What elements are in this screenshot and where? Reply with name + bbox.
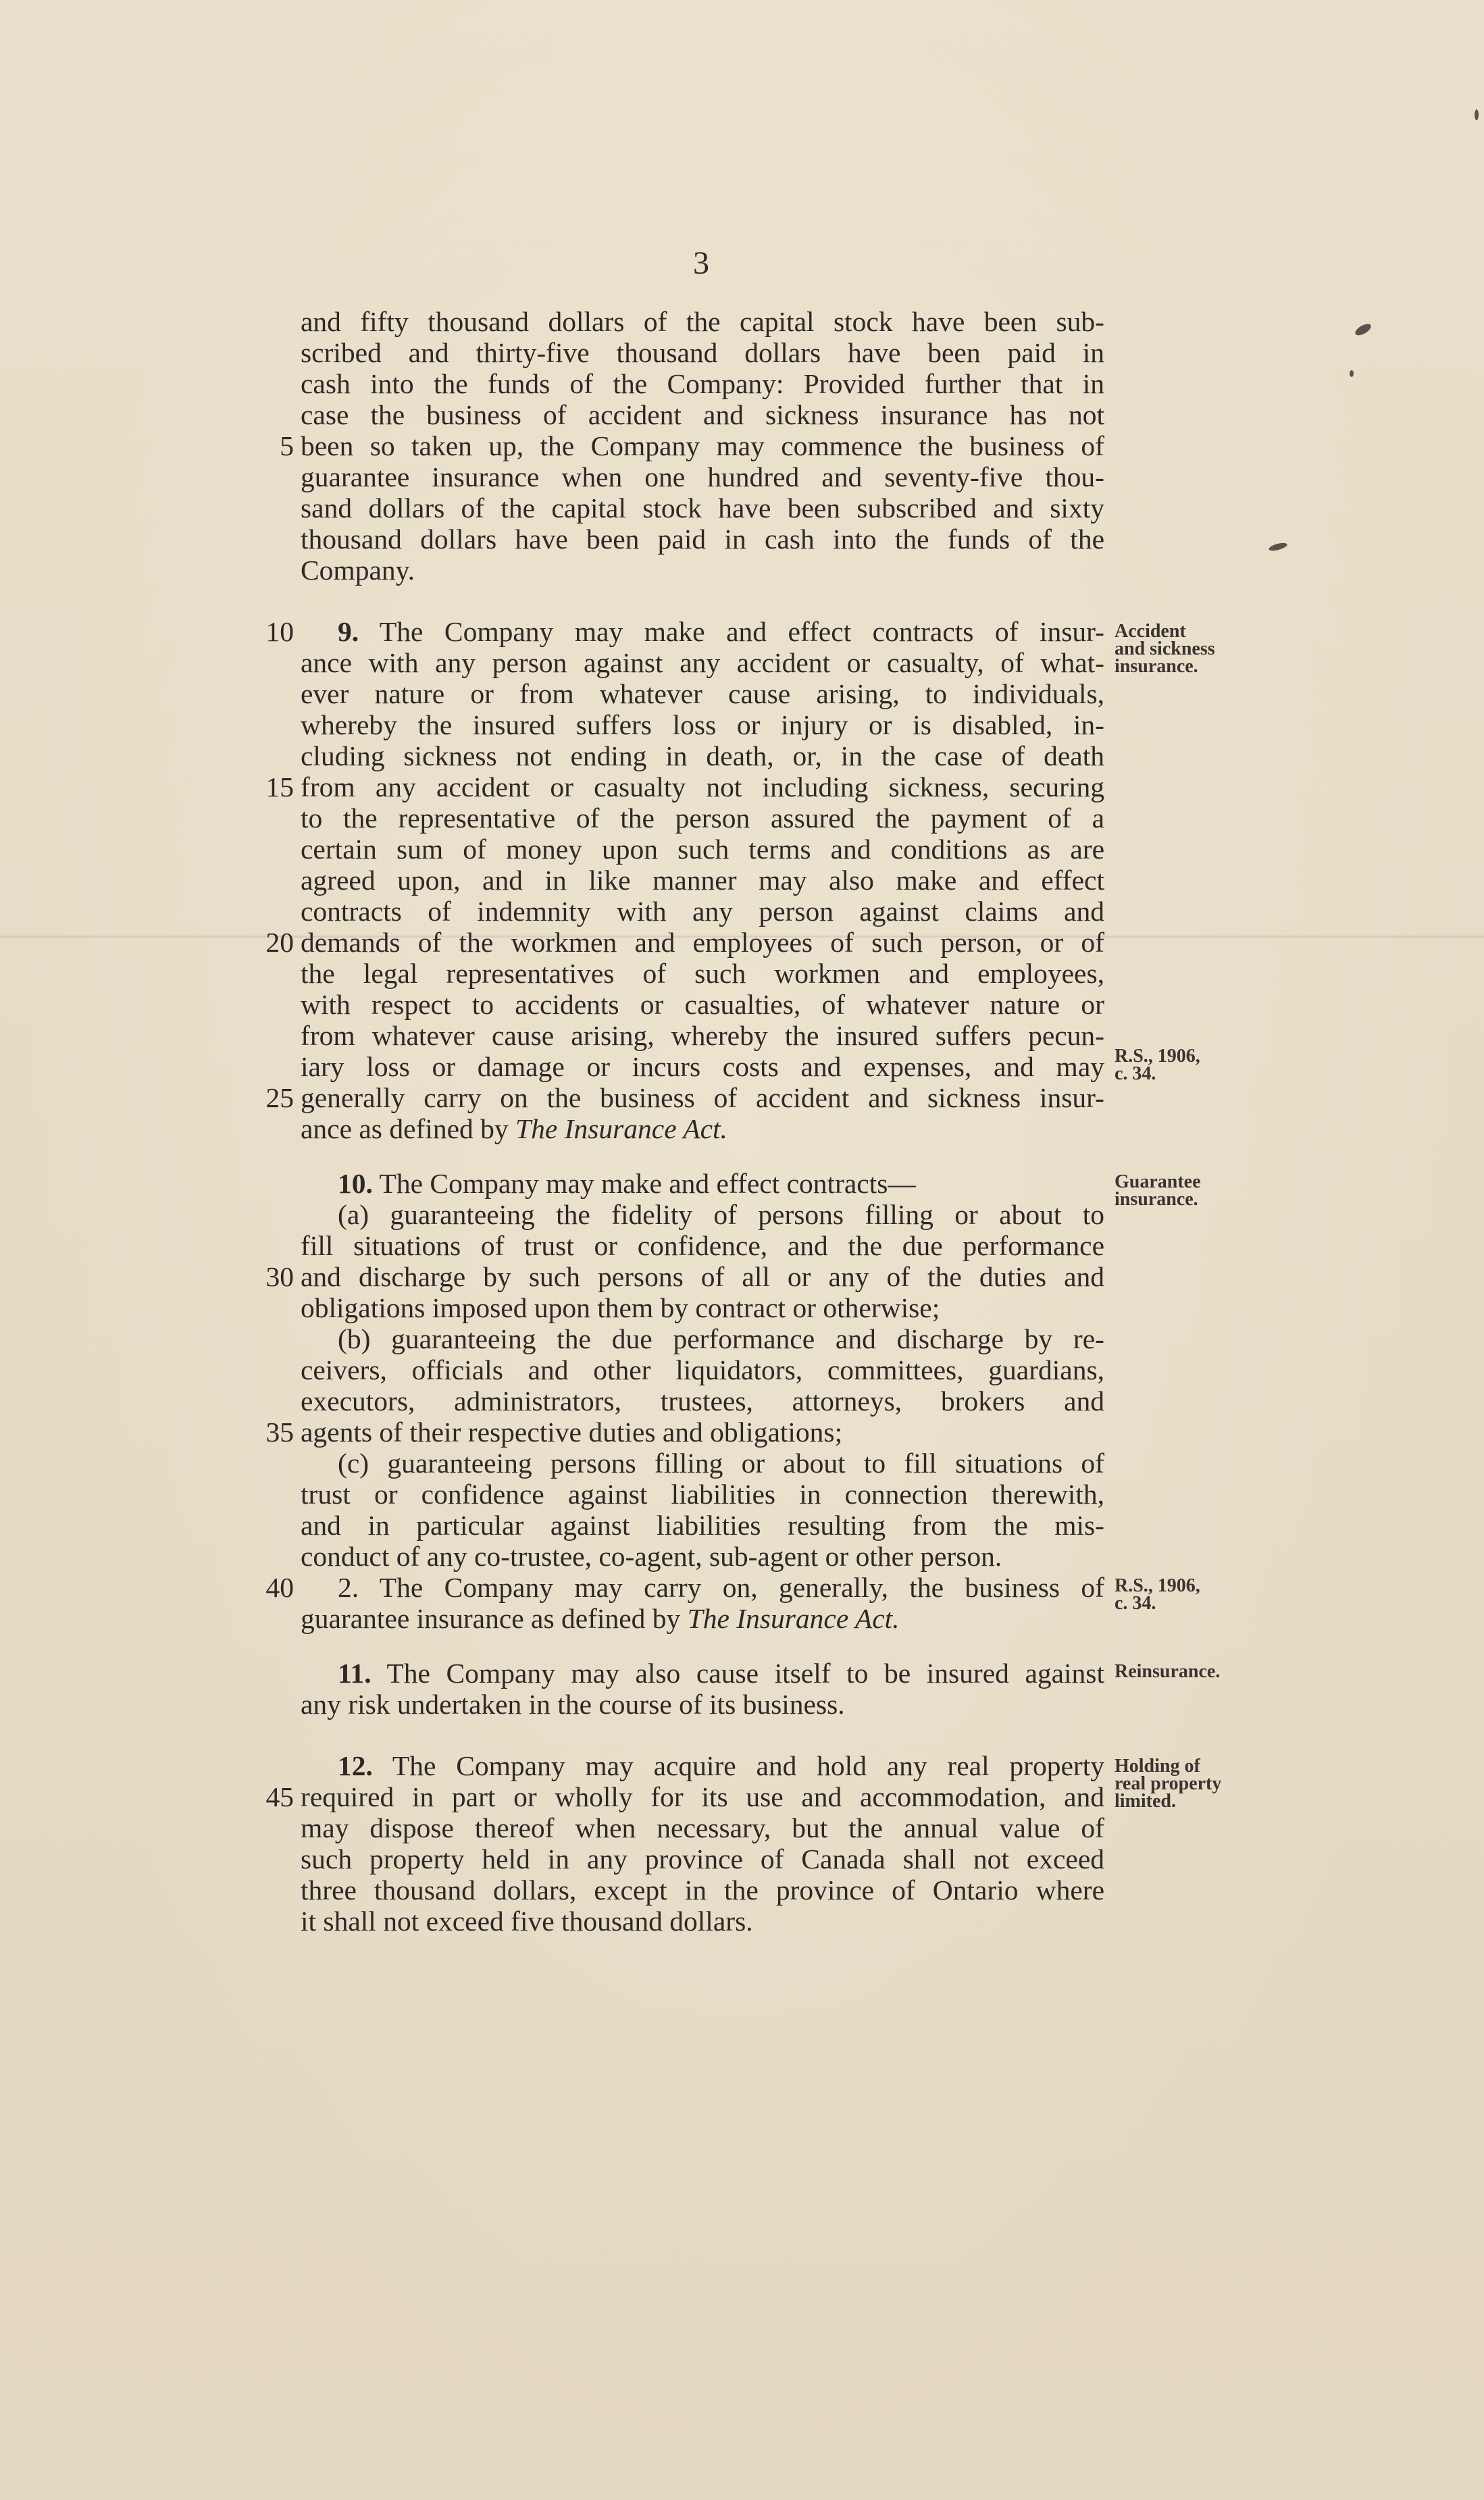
text-line — [301, 927, 1104, 958]
line-text: (b) guaranteeing the due performance and discharge by re- — [338, 1323, 1104, 1354]
line-text: scribed and thirty-five thousand dollars have been paid in — [301, 337, 1104, 368]
text-line — [301, 1843, 1104, 1874]
text-line — [301, 802, 1104, 834]
line-number: 15 — [265, 771, 294, 802]
line-text: it shall not exceed five thousand dollars. — [301, 1906, 753, 1937]
section-number: 10. — [338, 1168, 373, 1199]
text-line — [301, 1082, 1104, 1113]
text-line — [338, 1448, 1104, 1479]
marginal-note-line: and sickness — [1115, 638, 1215, 659]
text-line — [301, 1510, 1104, 1541]
line-text: thousand dollars have been paid in cash into the funds of the — [301, 524, 1104, 555]
ink-speck — [1268, 542, 1287, 553]
line-text: guarantee insurance as defined by — [301, 1603, 688, 1634]
marginal-note-line: Holding of — [1115, 1756, 1200, 1777]
line-text: the legal representatives of such workmen and employees, — [301, 958, 1104, 989]
line-text: and in particular against liabilities resulting from the mis- — [301, 1510, 1104, 1541]
text-line — [301, 524, 1104, 555]
line-number: 20 — [265, 927, 294, 958]
line-text: trust or confidence against liabilities in connection therewith, — [301, 1479, 1104, 1510]
text-line — [301, 647, 1104, 678]
text-line — [301, 1261, 1104, 1292]
line-text: three thousand dollars, except in the province of Ontario where — [301, 1874, 1104, 1906]
page-number: 3 — [693, 245, 709, 281]
section-number: 9. — [338, 616, 359, 647]
text-line — [338, 1750, 1104, 1781]
text-line — [301, 1812, 1104, 1843]
text-line — [301, 1781, 1104, 1812]
line-text: iary loss or damage or incurs costs and expenses, and may — [301, 1051, 1104, 1082]
line-text: ever nature or from whatever cause arising, to individuals, — [301, 678, 1104, 709]
line-text: cash into the funds of the Company: Provided further that in — [301, 368, 1104, 399]
line-number: 25 — [265, 1082, 294, 1113]
line-text: required in part or wholly for its use and accommodation, and — [301, 1781, 1104, 1812]
text-line — [338, 1199, 1104, 1230]
text-line — [301, 1906, 1104, 1937]
text-line — [301, 1417, 1104, 1448]
line-text: sand dollars of the capital stock have been subscribed and sixty — [301, 492, 1104, 524]
text-line — [338, 1658, 1104, 1689]
marginal-note — [1115, 1173, 1270, 1208]
text-line — [301, 1230, 1104, 1261]
marginal-note-line: R.S., 1906, — [1115, 1575, 1200, 1596]
text-line — [301, 1541, 1104, 1572]
line-text: The Company may also cause itself to be insured against — [386, 1658, 1104, 1689]
line-text: conduct of any co-trustee, co-agent, sub-agent or other person. — [301, 1541, 1002, 1572]
text-line — [338, 1572, 1104, 1603]
text-line — [338, 616, 1104, 647]
line-text: cluding sickness not ending in death, or, in the case of death — [301, 740, 1104, 771]
section-number: 11. — [338, 1658, 372, 1689]
line-text: ance with any person against any accident or casualty, of what- — [301, 647, 1104, 678]
text-line — [301, 709, 1104, 740]
line-text: may dispose thereof when necessary, but the annual value of — [301, 1812, 1104, 1843]
text-line — [301, 740, 1104, 771]
line-text: demands of the workmen and employees of such person, or of — [301, 927, 1104, 958]
line-text: to the representative of the person assured the payment of a — [301, 802, 1104, 834]
line-text: Company. — [301, 555, 415, 586]
text-line — [301, 399, 1104, 430]
line-text: (c) guaranteeing persons filling or about to fill situations of — [338, 1448, 1104, 1479]
text-line — [301, 555, 1104, 586]
text-line — [301, 865, 1104, 896]
line-text: such property held in any province of Canada shall not exceed — [301, 1843, 1104, 1874]
text-line — [301, 1113, 1104, 1144]
text-line — [301, 1051, 1104, 1082]
marginal-note-line: insurance. — [1115, 1189, 1198, 1210]
text-line — [301, 678, 1104, 709]
line-text: ance as defined by — [301, 1113, 516, 1144]
marginal-note-line: Guarantee — [1115, 1171, 1201, 1192]
line-text: from any accident or casualty not including sickness, securing — [301, 771, 1104, 802]
line-text: case the business of accident and sickness insurance has not — [301, 399, 1104, 430]
line-text: (a) guaranteeing the fidelity of persons filling or about to — [338, 1199, 1104, 1230]
marginal-note-line: c. 34. — [1115, 1593, 1156, 1614]
marginal-note — [1115, 1758, 1270, 1810]
marginal-note — [1115, 1663, 1270, 1681]
ink-speck — [1350, 370, 1354, 377]
text-line — [301, 430, 1104, 461]
text-line — [338, 1323, 1104, 1354]
line-text: whereby the insured suffers loss or injury or is disabled, in- — [301, 709, 1104, 740]
text-line — [301, 1603, 1104, 1634]
line-number: 5 — [280, 430, 294, 461]
line-text: agreed upon, and in like manner may also make and effect — [301, 865, 1104, 896]
line-text: agents of their respective duties and obligations; — [301, 1417, 843, 1448]
line-number: 40 — [265, 1572, 294, 1603]
line-text: and fifty thousand dollars of the capital stock have been sub- — [301, 306, 1104, 337]
line-number: 35 — [265, 1417, 294, 1448]
text-line — [301, 989, 1104, 1020]
line-text: The Company may make and effect contracts of insur- — [379, 616, 1104, 647]
line-text: ceivers, officials and other liquidators, committees, guardians, — [301, 1354, 1104, 1385]
line-number: 45 — [265, 1781, 294, 1812]
marginal-note-line: Accident — [1115, 621, 1186, 642]
act-title: The Insurance Act. — [687, 1603, 900, 1634]
marginal-note — [1115, 1577, 1270, 1612]
text-line — [301, 1689, 1104, 1720]
line-text: executors, administrators, trustees, attorneys, brokers and — [301, 1385, 1104, 1417]
line-number: 10 — [265, 616, 294, 647]
line-text: contracts of indemnity with any person against claims and — [301, 896, 1104, 927]
line-text: any risk undertaken in the course of its business. — [301, 1689, 845, 1720]
marginal-note-line: Reinsurance. — [1115, 1661, 1221, 1682]
marginal-note-line: real property — [1115, 1773, 1222, 1794]
line-text: been so taken up, the Company may commence the business of — [301, 430, 1104, 461]
text-line — [301, 1385, 1104, 1417]
text-line — [301, 1354, 1104, 1385]
text-line — [338, 1168, 1104, 1199]
text-line — [301, 337, 1104, 368]
line-text: generally carry on the business of accident and sickness insur- — [301, 1082, 1104, 1113]
ink-speck — [1354, 322, 1373, 337]
ink-speck — [1475, 109, 1479, 120]
text-line — [301, 1479, 1104, 1510]
marginal-note — [1115, 623, 1270, 675]
text-line — [301, 461, 1104, 492]
text-line — [301, 1292, 1104, 1323]
act-title: The Insurance Act. — [515, 1113, 727, 1144]
text-line — [301, 896, 1104, 927]
line-text: fill situations of trust or confidence, and the due performance — [301, 1230, 1104, 1261]
line-text: guarantee insurance when one hundred and seventy-five thou- — [301, 461, 1104, 492]
marginal-note — [1115, 1048, 1270, 1083]
marginal-note-line: R.S., 1906, — [1115, 1046, 1200, 1067]
text-line — [301, 368, 1104, 399]
line-text: The Company may make and effect contracts— — [379, 1168, 916, 1199]
text-line — [301, 306, 1104, 337]
line-text: with respect to accidents or casualties, of whatever nature or — [301, 989, 1104, 1020]
section-number: 12. — [338, 1750, 373, 1781]
marginal-note-line: insurance. — [1115, 656, 1198, 677]
line-text: from whatever cause arising, whereby the insured suffers pecun- — [301, 1020, 1104, 1051]
text-line — [301, 1020, 1104, 1051]
line-text: The Company may acquire and hold any real property — [392, 1750, 1104, 1781]
marginal-note-line: limited. — [1115, 1791, 1176, 1812]
text-line — [301, 1874, 1104, 1906]
line-text: obligations imposed upon them by contract or otherwise; — [301, 1292, 940, 1323]
text-line — [301, 958, 1104, 989]
text-line — [301, 771, 1104, 802]
line-text: certain sum of money upon such terms and conditions as are — [301, 834, 1104, 865]
line-number: 30 — [265, 1261, 294, 1292]
text-line — [301, 492, 1104, 524]
marginal-note-line: c. 34. — [1115, 1063, 1156, 1084]
text-line — [301, 834, 1104, 865]
line-text: and discharge by such persons of all or any of the duties and — [301, 1261, 1104, 1292]
line-text: 2. The Company may carry on, generally, the business of — [338, 1572, 1104, 1603]
